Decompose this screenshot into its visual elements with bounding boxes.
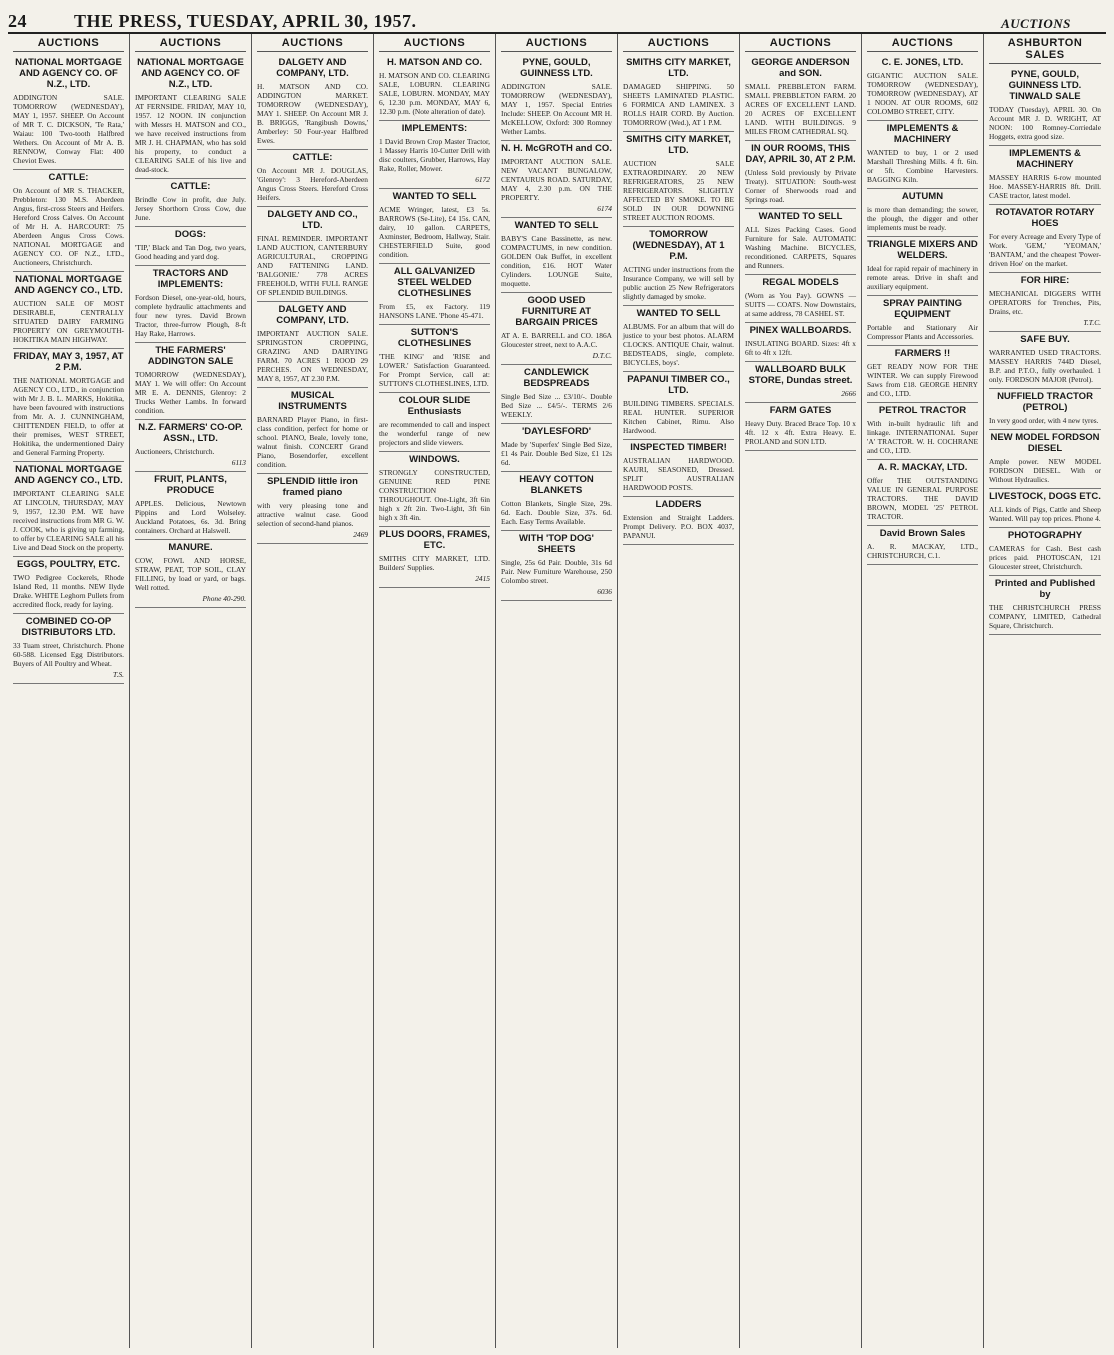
advertisement	[135, 420, 246, 472]
ad-body: On Account MR J. DOUGLAS, 'Glenroy': 3 Hereford-Aberdeen Angus Cross Steers. Hereford Cross Heifers.	[257, 165, 368, 203]
section-label: AUCTIONS	[1001, 16, 1071, 31]
ad-title: ALL GALVANIZED STEEL WELDED CLOTHESLINES	[393, 266, 476, 300]
ad-signature: 2666	[841, 388, 856, 398]
advertisement	[13, 170, 124, 272]
ad-body: APPLES. Delicious, Newtown Pippins and Lord Wolseley. Auckland Potatoes, 6s. 3d. Bring containers. Orchard at Halswell.	[135, 498, 246, 535]
advertisement	[867, 237, 978, 296]
ad-body: Single, 25s 6d Pair. Double, 31s 6d Pair. New Furniture Warehouse, 250 Colombo street.	[501, 557, 612, 585]
ad-body: CAMERAS for Cash. Best cash prices paid. PHOTOSCAN, 121 Gloucester street, Christchurch.	[989, 543, 1101, 571]
advertisement	[623, 440, 734, 497]
ad-title: NATIONAL MORTGAGE AND AGENCY CO., LTD.	[14, 274, 123, 297]
ad-title: GEORGE ANDERSON and SON.	[751, 57, 850, 79]
column-heading: AUCTIONS	[379, 36, 490, 52]
ad-body: IMPORTANT AUCTION SALE. NEW VACANT BUNGALOW, CENTAURUS ROAD. SATURDAY, MAY 4, 2.30 p.m. ON THE PROPERTY.	[501, 156, 612, 203]
advertisement	[257, 150, 368, 207]
advertisement	[501, 424, 612, 472]
ad-body: 'THE KING' and 'RISE and LOWER.' Satisfaction Guaranteed. For Prompt Service, call at: SUTTON'S CLOTHESLINES, LTD.	[379, 351, 490, 388]
column-9	[984, 34, 1106, 1348]
ad-title: IMPLEMENTS:	[401, 123, 468, 135]
ad-body: (Unless Sold previously by Private Treaty). SITUATION: South-west Corner of Sherwoods road and Springs road.	[745, 167, 856, 204]
advertisement	[745, 141, 856, 209]
ad-title: CANDLEWICK BEDSPREADS	[523, 367, 590, 389]
ad-title: SPLENDID little iron framed piano	[267, 476, 358, 499]
ad-title: TRACTORS AND IMPLEMENTS:	[152, 268, 229, 290]
advertisement	[867, 189, 978, 237]
column-heading: AUCTIONS	[867, 36, 978, 52]
advertisement	[745, 209, 856, 275]
column-heading: AUCTIONS	[257, 36, 368, 52]
advertisement	[135, 55, 246, 179]
ad-title: ROTAVATOR ROTARY HOES	[995, 206, 1095, 229]
ad-body: Ideal for rapid repair of machinery in remote areas. Drive in shaft and auxiliary equipment.	[867, 263, 978, 291]
advertisement	[379, 121, 490, 189]
advertisement	[13, 55, 124, 170]
ad-body: FINAL REMINDER. IMPORTANT LAND AUCTION, CANTERBURY AGRICULTURAL, CROPPING AND FATTENING LAND. 'BALGONIE.' 778 ACRES FREEHOLD, WITH FULL RANGE OF SPLENDID BUILDINGS.	[257, 233, 368, 298]
advertisement	[867, 121, 978, 189]
advertisement	[13, 614, 124, 684]
ad-title: WANTED TO SELL	[514, 220, 599, 232]
ad-signature: T.S.	[113, 670, 124, 680]
ad-title: TOMORROW (WEDNESDAY), AT 1 P.M.	[632, 229, 725, 262]
ad-title: David Brown Sales	[879, 528, 966, 540]
ad-body: MECHANICAL DIGGERS WITH OPERATORS for Trenches, Pits, Drains, etc.	[989, 288, 1101, 316]
ad-body: 'TIP,' Black and Tan Dog, two years, Good heading and yard dog.	[135, 242, 246, 262]
column-heading: AUCTIONS	[501, 36, 612, 52]
ad-signature: 6174	[597, 204, 612, 214]
ad-body: AUSTRALIAN HARDWOOD. KAURI, SEASONED, Dressed. SPLIT AUSTRALIAN HARDWOOD POSTS.	[623, 455, 734, 493]
ad-body: is more than demanding; the sower, the plough, the digger and other implements must be ready.	[867, 204, 978, 233]
ad-title: DALGETY AND COMPANY, LTD.	[276, 304, 349, 327]
ad-title: IN OUR ROOMS, THIS DAY, APRIL 30, AT 2 P.M.	[745, 143, 856, 165]
ad-body: ADDINGTON SALE. TOMORROW (WEDNESDAY), MAY 1, 1957. Special Entries Include: SHEEP. On Account MR H. McKELLOW, Oxford: 300 Romney Wether Lambs.	[501, 81, 612, 136]
ad-signature: T.T.C.	[1083, 317, 1101, 327]
ad-body: Portable and Stationary Air Compressor Plants and Accessories.	[867, 322, 978, 341]
ad-title: COMBINED CO-OP DISTRIBUTORS LTD.	[21, 616, 116, 639]
advertisement	[135, 343, 246, 420]
advertisement	[745, 362, 856, 403]
ad-title: AUTUMN	[901, 191, 944, 203]
ad-title: PINEX WALLBOARDS.	[749, 325, 852, 337]
advertisement	[989, 67, 1101, 146]
advertisement	[989, 528, 1101, 576]
advertisement	[379, 189, 490, 264]
ad-title: FARMERS !!	[894, 347, 951, 359]
ad-title: HEAVY COTTON BLANKETS	[519, 474, 594, 496]
ad-title: NUFFIELD TRACTOR (PETROL)	[997, 390, 1093, 413]
advertisement	[257, 474, 368, 544]
ad-body: GET READY NOW FOR THE WINTER. We can supply Firewood Saws from £18. GEORGE HENRY and CO., LTD.	[867, 361, 978, 398]
ad-body: STRONGLY CONSTRUCTED, GENUINE RED PINE CONSTRUCTION THROUGHOUT. One-Light, 3ft 6in high x 2ft 2in. Two-Light, 3ft 6in high x 3ft 4in.	[379, 467, 490, 523]
ad-body: TODAY (Tuesday), APRIL 30. On Account MR J. D. WRIGHT, AT NOON: 100 Romney-Corriedale Hoggets, extra good size.	[989, 104, 1101, 141]
advertisement	[989, 205, 1101, 273]
ad-body: AUCTION SALE EXTRAORDINARY. 20 NEW REFRIGERATORS, 25 NEW REFRIGERATORS. SLIGHTLY AFFECTED BY SMOKE. TO BE SOLD IN OUR DOWNING STREET AUCTION ROOMS.	[623, 158, 734, 223]
advertisement	[867, 296, 978, 346]
advertisement	[745, 323, 856, 362]
ad-signature: 6113	[231, 457, 246, 467]
ad-body: GIGANTIC AUCTION SALE. TOMORROW (WEDNESDAY), TOMORROW (WEDNESDAY), AT 1 NOON. AT OUR ROOMS, 602 COLOMBO STREET, CITY.	[867, 70, 978, 117]
ad-body: WARRANTED USED TRACTORS. MASSEY HARRIS 744D Diesel, B.P. and P.T.O., fully overhauled. 1 only. FORDSON MAJOR (Petrol).	[989, 347, 1101, 384]
ad-body: H. MATSON AND CO. ADDINGTON MARKET. TOMORROW (WEDNESDAY), MAY 1. SHEEP. On Account MR J. B. BRIGGS, 'Rangibush Downs,' Amberley: 50 Four-year Halfbred Ewes.	[257, 81, 368, 146]
column-3	[252, 34, 374, 1348]
paper-title: THE PRESS, TUESDAY, APRIL 30, 1957.	[74, 11, 417, 31]
ad-title: FRIDAY, MAY 3, 1957, AT 2 P.M.	[13, 351, 124, 374]
ad-body: 33 Tuam street, Christchurch. Phone 60-588. Licensed Egg Distributors. Buyers of All Poultry and Wheat.	[13, 641, 124, 669]
advertisement	[501, 141, 612, 218]
ad-title: WANTED TO SELL	[758, 211, 843, 222]
ad-title: NATIONAL MORTGAGE AND AGENCY CO. OF N.Z., LTD.	[15, 57, 122, 90]
ad-body: Brindle Cow in profit, due July. Jersey Shorthorn Cross Cow, due June.	[135, 194, 246, 223]
ad-body: ACTING under instructions from the Insurance Company, we will sell by public auction 25 New Refrigerators slightly damaged by smoke.	[623, 264, 734, 301]
ad-body: Ample power. NEW MODEL FORDSON DIESEL. With or Without Hydraulics.	[989, 456, 1101, 484]
advertisement	[257, 55, 368, 150]
ad-body: In very good order, with 4 new tyres.	[989, 415, 1099, 425]
ad-body: AUCTION SALE OF MOST DESIRABLE, CENTRALLY SITUATED DAIRY FARMING PROPERTY ON GREYMOUTH-HOKITIKA MAIN HIGHWAY.	[13, 299, 124, 345]
ad-body: Auctioneers, Christchurch.	[135, 446, 215, 456]
ad-title: CATTLE:	[48, 172, 89, 184]
ad-body: ALL kinds of Pigs, Cattle and Sheep Wanted. Will pay top prices. Phone 4.	[989, 504, 1101, 523]
ad-body: ACME Wringer, latest, £3 5s. BARROWS (Se-Lite), £4 15s. CAN, dairy, 10 gallon. CARPETS, Axminster, Bedroom, Hallway, Stair. CHESTERFIELD Suite, good condition.	[379, 205, 490, 260]
column-5	[496, 34, 618, 1348]
column-heading: AUCTIONS	[13, 36, 124, 52]
ad-body: Extension and Straight Ladders. Prompt Delivery. P.O. BOX 4037, PAPANUI.	[623, 512, 734, 541]
ad-body: ALL Sizes Packing Cases. Good Furniture for Sale. AUTOMATIC Washing Machine. BICYCLES, reconditioned. CARPETS, Squares and Runners.	[745, 224, 856, 271]
advertisement	[989, 146, 1101, 205]
ad-title: FRUIT, PLANTS, PRODUCE	[154, 473, 227, 496]
ad-title: PYNE, GOULD, GUINNESS LTD. TINWALD SALE	[1008, 69, 1082, 102]
advertisement	[379, 452, 490, 527]
ad-title: LADDERS	[655, 499, 702, 511]
ad-body: A. R. MACKAY, LTD., CHRISTCHURCH, C.1.	[867, 542, 978, 561]
ad-body: Fordson Diesel, one-year-old, hours, complete hydraulic attachments and four new tyres. David Brown Tractor, three-furrow Plough, 8-ft Hay Rake, Harrows.	[135, 292, 246, 339]
ad-title: N. H. McGROTH and CO.	[501, 143, 612, 155]
advertisement	[379, 325, 490, 393]
ad-body: Made by 'Superfex' Single Bed Size, £1 4s Pair. Double Bed Size, £1 12s 6d.	[501, 439, 612, 467]
ad-body: MASSEY HARRIS 6-row mounted Hoe. MASSEY-HARRIS 8ft. Drill. CASE tractor, latest model.	[989, 172, 1101, 200]
page-number: 24	[8, 11, 27, 31]
ad-signature: 2469	[353, 530, 368, 540]
ad-signature: 2415	[475, 573, 490, 583]
advertisement	[867, 526, 978, 565]
column-8	[862, 34, 984, 1348]
advertisement	[989, 576, 1101, 635]
ad-body: BUILDING TIMBERS. SPECIALS. REAL HUNTER. SUPERIOR Kitchen Cabinet, Rimu. Also Hardwood.	[623, 398, 734, 435]
advertisement	[379, 393, 490, 452]
advertisement	[867, 346, 978, 403]
ad-title: NATIONAL MORTGAGE AND AGENCY CO. OF N.Z., LTD.	[137, 57, 244, 90]
advertisement	[501, 218, 612, 293]
ad-body: (Worn as You Pay). GOWNS — SUITS — COATS. Now Downstairs, at same address, 78 CASHEL ST.	[745, 291, 856, 319]
ad-body: IMPORTANT CLEARING SALE AT FERNSIDE. FRIDAY, MAY 10, 1957. 12 NOON. IN conjunction with Messrs H. MATSON and CO., we have received instructions from MR J. H. CHAPMAN, who has sold his property, to conduct a CLEARING SALE of his live and dead-stock.	[135, 92, 246, 175]
advertisement	[135, 179, 246, 227]
ad-body: BABY'S Cane Bassinette, as new. COMPACTUMS, in new condition. GOLDEN Oak Buffet, in excellent condition, £16. HOT Water Cylinders. LOUNGE Suite, moquette.	[501, 234, 612, 289]
column-heading: AUCTIONS	[745, 36, 856, 52]
advertisement	[623, 55, 734, 132]
advertisement	[257, 207, 368, 302]
ad-body: SMALL PREBBLETON FARM. SMALL PREBBLETON FARM. 20 ACRES OF EXCELLENT LAND. 20 ACRES OF EXCELLENT LAND. WITH BUILDINGS. 9 MILES FROM CATHEDRAL SQ.	[745, 81, 856, 136]
ad-title: C. E. JONES, LTD.	[881, 57, 964, 68]
advertisement	[501, 472, 612, 531]
ad-title: WINDOWS.	[409, 453, 460, 465]
column-4	[374, 34, 496, 1348]
ad-signature: 6036	[597, 586, 612, 596]
ad-title: PETROL TRACTOR	[878, 404, 967, 416]
ad-title: WANTED TO SELL	[636, 307, 721, 319]
ad-title: EGGS, POULTRY, ETC.	[17, 559, 120, 571]
advertisement	[257, 388, 368, 474]
advertisement	[501, 531, 612, 601]
ad-title: H. MATSON AND CO.	[387, 57, 482, 68]
column-1	[8, 34, 130, 1348]
ad-body: Offer THE OUTSTANDING VALUE IN GENERAL PURPOSE TRACTORS. THE DAVID BROWN, MODEL '25' PETROL TRACTOR.	[867, 475, 978, 522]
ad-body: BARNARD Player Piano, in first-class condition, perfect for home or school. PIANO, Beale, lovely tone, walnut finish. CONCERT Grand Piano, Bosendorfer, excellent condition.	[257, 415, 368, 470]
ad-title: A. R. MACKAY, LTD.	[877, 462, 968, 473]
ad-body: Heavy Duty. Braced Brace Top. 10 x 4ft. 12 x 4ft. Extra Heavy. E. PROLAND and SON LTD.	[745, 418, 856, 446]
ad-title: SUTTON'S CLOTHESLINES	[397, 327, 472, 349]
column-heading: AUCTIONS	[623, 36, 734, 52]
ad-body: With in-built hydraulic lift and linkage. INTERNATIONAL Super 'A' TRACTOR. W. H. COCHRANE and CO., LTD.	[867, 418, 978, 455]
advertisement	[13, 462, 124, 557]
ad-body: AT A. E. BARRELL and CO. 186A Gloucester street, next to A.A.C.	[501, 330, 612, 350]
ad-body: ALBUMS. For an album that will do justice to your best photos. ALARM CLOCKS. ANTIQUE Chair, walnut. BEDSTEADS, single, complete. BICYCLES, boys'.	[623, 321, 734, 367]
ad-title: MUSICAL INSTRUMENTS	[278, 390, 347, 413]
ad-body: DAMAGED SHIPPING. 50 SHEETS LAMINATED PLASTIC. 6 FORMICA AND LAMINEX. 3 ROLLS HAIR CORD. By Auction. TOMORROW (Wed.), AT 1 P.M.	[623, 81, 734, 127]
ad-title: COLOUR SLIDE Enthusiasts	[398, 395, 471, 417]
ad-title: SMITHS CITY MARKET, LTD.	[626, 134, 731, 156]
advertisement	[745, 55, 856, 141]
ad-signature: D.T.C.	[592, 351, 612, 361]
ad-body: Single Bed Size ... £3/10/-. Double Bed Size ... £4/5/-. TERMS 2/6 WEEKLY.	[501, 391, 612, 419]
ad-title: SPRAY PAINTING EQUIPMENT	[882, 298, 962, 320]
ad-title: CATTLE:	[292, 152, 333, 164]
advertisement	[13, 349, 124, 462]
ad-title: FARM GATES	[769, 404, 832, 416]
ad-title: DOGS:	[174, 229, 207, 241]
ad-body: with very pleasing tone and attractive walnut case. Good selection of second-hand pianos.	[257, 501, 368, 529]
classified-columns	[8, 34, 1106, 1348]
ad-title: PHOTOGRAPHY	[1007, 529, 1083, 541]
ad-title: WITH 'TOP DOG' SHEETS	[519, 532, 594, 555]
advertisement	[135, 227, 246, 266]
ad-title: NATIONAL MORTGAGE AND AGENCY CO., LTD.	[14, 464, 123, 487]
ad-body: THE CHRISTCHURCH PRESS COMPANY, LIMITED, Cathedral Square, Christchurch.	[989, 602, 1101, 630]
ad-title: DALGETY AND CO., LTD.	[267, 209, 358, 232]
advertisement	[745, 403, 856, 451]
advertisement	[989, 430, 1101, 489]
column-2	[130, 34, 252, 1348]
ad-body: COW, FOWL AND HORSE, STRAW, PEAT, TOP SOIL, CLAY FILLING, by load or yard, or bags. Well rotted.	[135, 555, 246, 592]
ad-body: From £5, ex Factory. 119 HANSONS LANE. 'Phone 45-471.	[379, 302, 490, 321]
ad-body: 1 David Brown Crop Master Tractor, 1 Massey Harris 10-Cutter Drill with disc coulters, Grubber, Harrows, Hay Rake, Roller, Mower.	[379, 137, 490, 174]
ad-title: MANURE.	[168, 541, 213, 553]
column-heading: ASHBURTON SALES	[989, 36, 1101, 64]
column-heading: AUCTIONS	[135, 36, 246, 52]
ad-body: SMITHS CITY MARKET, LTD. Builders' Supplies.	[379, 553, 490, 572]
advertisement	[501, 55, 612, 141]
ad-title: WANTED TO SELL	[392, 191, 477, 203]
advertisement	[989, 389, 1101, 430]
advertisement	[623, 306, 734, 372]
ad-title: GOOD USED FURNITURE AT BARGAIN PRICES	[515, 295, 598, 329]
ad-title: PLUS DOORS, FRAMES, ETC.	[379, 529, 490, 551]
ad-title: 'DAYLESFORD'	[521, 425, 592, 437]
advertisement	[135, 472, 246, 540]
advertisement	[623, 497, 734, 545]
ad-title: REGAL MODELS	[762, 277, 839, 289]
ad-body: H. MATSON AND CO. CLEARING SALE, LOBURN. CLEARING SALE, LOBURN. MONDAY, MAY 6, 12.30 p.m. MONDAY, MAY 6, 12.30 p.m. (Note alteration of date).	[379, 70, 490, 117]
advertisement	[623, 372, 734, 440]
ad-title: CATTLE:	[170, 181, 211, 193]
ad-title: IMPLEMENTS & MACHINERY	[886, 123, 959, 145]
advertisement	[135, 266, 246, 343]
ad-title: N.Z. FARMERS' CO-OP. ASSN., LTD.	[138, 422, 243, 444]
advertisement	[501, 365, 612, 424]
ad-title: WALLBOARD BULK STORE, Dundas street.	[748, 364, 853, 386]
advertisement	[379, 527, 490, 588]
ad-body: THE NATIONAL MORTGAGE and AGENCY CO., LTD., in conjunction with Mr J. B. L. MARKS, Hokitika, have been favoured with instructions from Mr. A. J. CUNNINGHAM, CHITTENDEN FIELD, to offer at their premises, WEST STREET, Hokitika, the undermentioned Dairy and General Farming Property.	[13, 376, 124, 458]
ad-title: FOR HIRE:	[1020, 274, 1070, 286]
advertisement	[867, 460, 978, 526]
advertisement	[867, 403, 978, 460]
ad-body: TOMORROW (WEDNESDAY), MAY 1. We will offer: On Account MR E. A. DENNIS, Glenroy: 2 Trucks Wether Lambs. In forward condition.	[135, 369, 246, 416]
column-6	[618, 34, 740, 1348]
advertisement	[989, 332, 1101, 389]
ad-title: THE FARMERS' ADDINGTON SALE	[147, 345, 234, 367]
ad-title: TRIANGLE MIXERS AND WELDERS.	[867, 239, 978, 261]
ad-title: LIVESTOCK, DOGS ETC.	[989, 490, 1101, 502]
ad-title: PAPANUI TIMBER CO., LTD.	[627, 374, 730, 396]
advertisement	[989, 489, 1101, 528]
advertisement	[257, 302, 368, 388]
ad-body: ADDINGTON SALE. TOMORROW (WEDNESDAY), MAY 1, 1957. SHEEP. On Account of MR T. C. DICKSON, 'Te Rata,' Waiau: 100 Two-tooth Halfbred Wethers. On Account of Mr A. B. RENNOW, Conway Flat: 400 Cheviot Ewes.	[13, 92, 124, 165]
ad-body: IMPORTANT CLEARING SALE AT LINCOLN, THURSDAY, MAY 9, 1957, 12.30 P.M. WE have received instructions from MR G. W. J. COOK, who is giving up farming, to offer by CLEARING SALE all his Live and Dead Stock on the property.	[13, 489, 124, 553]
ad-body: WANTED to buy, 1 or 2 used Marshall Threshing Mills. 4 ft. 6in. or 5ft. Combine Harvesters. BAGGING Kiln.	[867, 147, 978, 185]
ad-body: IMPORTANT AUCTION SALE. SPRINGSTON CROPPING, GRAZING AND DAIRYING FARM. 70 ACRES 1 ROOD 29 PERCHES. ON WEDNESDAY, MAY 8, 1957, AT 2.30 P.M.	[257, 329, 368, 384]
advertisement	[501, 293, 612, 365]
ad-body: INSULATING BOARD. Sizes: 4ft x 6ft to 4ft x 12ft.	[745, 339, 856, 358]
ad-title: DALGETY AND COMPANY, LTD.	[276, 57, 349, 79]
ad-title: Printed and Published by	[994, 577, 1096, 600]
ad-title: IMPLEMENTS & MACHINERY	[1009, 147, 1081, 170]
ad-title: NEW MODEL FORDSON DIESEL	[990, 431, 1100, 454]
ad-body: For every Acreage and Every Type of Work. 'GEM,' 'YEOMAN,' 'BANTAM,' and the cheapest 'Power-driven Hoe' on the market.	[989, 231, 1101, 268]
advertisement	[379, 55, 490, 121]
ad-body: On Account of MR S. THACKER, Prebbleton: 130 M.S. Aberdeen Angus, first-cross Steers and Heifers. Hereford Cross Calves. On Account of Mr H. A. HARCOURT: 75 Aberdeen Angus Cross Cows. NATIONAL MORTGAGE and AGENCY CO. OF N.Z., LTD., Auctioneers, Christchurch.	[13, 185, 124, 268]
advertisement	[135, 540, 246, 608]
ad-signature: 6172	[475, 175, 490, 185]
advertisement	[745, 275, 856, 323]
ad-body: TWO Pedigree Cockerels, Rhode Island Red, 11 months. NEW Ilyde Drake. WHITE Leghorn Pullets from accredited flock, ready for laying.	[13, 573, 124, 610]
ad-title: SMITHS CITY MARKET, LTD.	[626, 57, 731, 79]
ad-signature: Phone 40-290.	[202, 593, 246, 603]
advertisement	[379, 264, 490, 325]
advertisement	[13, 272, 124, 349]
ad-body: Cotton Blankets, Single Size, 29s. 6d. Each. Double Size, 37s. 6d. Each. Easy Terms Available.	[501, 498, 612, 526]
advertisement	[867, 55, 978, 121]
ad-title: INSPECTED TIMBER!	[630, 442, 727, 453]
advertisement	[623, 227, 734, 306]
ad-body: are recommended to call and inspect the wonderful range of new projectors and slide viewers.	[379, 419, 490, 447]
masthead	[8, 6, 1106, 34]
advertisement	[13, 557, 124, 614]
ad-title: SAFE BUY.	[1020, 333, 1070, 345]
ad-title: PYNE, GOULD, GUINNESS LTD.	[520, 57, 593, 79]
advertisement	[623, 132, 734, 227]
column-7	[740, 34, 862, 1348]
advertisement	[989, 273, 1101, 332]
